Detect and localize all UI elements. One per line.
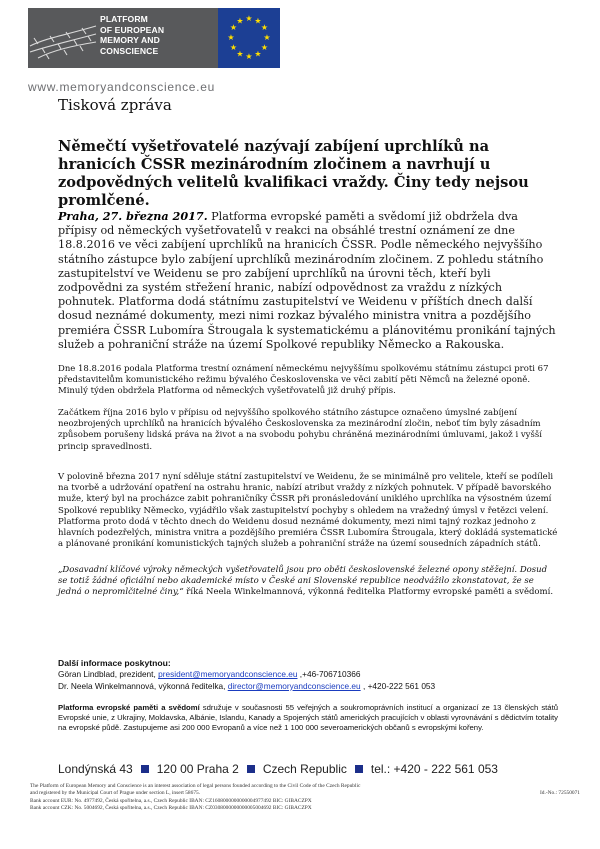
contacts-block xyxy=(58,658,558,692)
legal-line: The Platform of European Memory and Conscience is an interest association of legal persons founded according to the Civil Code of the Czech Republic xyxy=(30,783,361,789)
separator-square-icon xyxy=(355,765,363,773)
contact-line xyxy=(58,681,558,692)
logo-line: PLATFORM xyxy=(100,14,148,24)
legal-line xyxy=(30,790,580,797)
legal-id: Id.-No.: 72550071 xyxy=(540,790,580,797)
about-text: sdružuje v současnosti 55 veřejných a soukromoprávních institucí a organizací ze 13 členských států Evropské unie, z Ukrajiny, Moldavska, Albánie, Islandu, Kanady a Spojených států amerických pracujících v oblasti vyrovnávání s dědictvím totality na evropské půdě. Zastupujeme asi 200 000 Evropanů a více než 1 100 000 severoamerických občanů s evropskými kořeny. xyxy=(58,703,558,733)
body-paragraph: V polovině března 2017 nyní sděluje státní zastupitelství ve Weidenu, že se minimálně pro velitele, kteří se podíleli na tvorbě a udržování opatření na ostrahu hranic, nabízí atribut vraždy z nízkých pohnutek. V případě bavorského muže, který byl na procházce zabit pohraničníky ČSSR při pronásledování uniklého uprchlíka na výsostném území Spolkové republiky Německo, vyjádřilo však zastupitelství pochyby s ohledem na vražedný úmysl v řetězci velení. Platforma proto dodá v těchto dnech do Weidenu dosud neznámé dokumenty, mezi nimi tajný rozkaz jednoho z hlavních podezřelých, ministra vnitra a pozdějšího premiéra ČSSR Lubomíra Štrougala, který dokládá systematické a plánované pronikání komunistických tajných služeb a pohraniční stráže na území sousedních západních států. xyxy=(58,472,558,550)
logo-line: OF EUROPEAN xyxy=(100,24,165,35)
headline: Němečtí vyšetřovatelé nazývají zabíjení uprchlíků na hranicích ČSSR mezinárodním zločinem a navrhují u zodpovědných velitelů kvalifikaci vraždy. Činy tedy nejsou promlčené. xyxy=(58,138,529,209)
address-bar xyxy=(58,762,578,776)
svg-text:★: ★ xyxy=(263,33,271,42)
quote-attribution: říká Neela Winkelmannová, výkonná ředitelka Platformy evropské paměti a svědomí. xyxy=(183,587,554,598)
svg-text:★: ★ xyxy=(245,52,253,61)
quote-text: „Dosavadní klíčové výroky německých vyšetřovatelů jsou pro oběti československé železné opony stěžejní. Dosud se totiž žádné oficiální nebo akademické místo v České ani Slovenské republice neodvážilo zkonstatovat, že se jedná o nepromlčitelné činy,“ xyxy=(58,565,548,598)
contact-phone: , +420-222 561 053 xyxy=(360,680,436,691)
contact-name: Göran Lindblad, prezident, xyxy=(58,669,159,680)
about-name: Platforma evropské paměti a svědomí xyxy=(58,703,200,712)
lead-paragraph xyxy=(58,209,558,352)
body-paragraph: Začátkem října 2016 bylo v přípisu od nejvyššího spolkového státního zástupce označeno úmyslné zabíjení neozbrojených uprchlíků na hranicích bývalého Československa za mezinárodní zločin, neboť tím byly zásadním způsobem porušeny lidská práva na život a na svobodu pohybu chráněná mezinárodními úmluvami, jakož i vyšší princip spravedlnosti. xyxy=(58,408,542,452)
barbed-wire-icon xyxy=(28,8,98,68)
svg-text:★: ★ xyxy=(236,49,244,59)
logo-line: MEMORY AND xyxy=(100,35,160,45)
svg-text:★: ★ xyxy=(260,43,269,52)
contacts-label: Další informace poskytnou: xyxy=(58,658,171,668)
svg-text:★: ★ xyxy=(254,16,262,26)
svg-text:★: ★ xyxy=(260,23,269,32)
svg-text:★: ★ xyxy=(229,23,238,32)
svg-text:★: ★ xyxy=(245,14,253,23)
contact-line xyxy=(58,669,558,680)
contact-name: Dr. Neela Winkelmannová, výkonná ředitelka, xyxy=(58,680,228,691)
president-email-link[interactable]: president@memoryandconscience.eu xyxy=(158,669,298,680)
svg-text:★: ★ xyxy=(236,16,244,26)
director-email-link[interactable]: director@memoryandconscience.eu xyxy=(227,680,361,691)
website-url: www.memoryandconscience.eu xyxy=(28,80,215,94)
legal-line: Bank account EUR: No. 4977492, Česká spořitelna, a.s., Czech Republic IBAN: CZ1608000000000004977492 BIC: GIBACZPX xyxy=(30,797,312,804)
separator-square-icon xyxy=(247,765,255,773)
logo-wordmark xyxy=(100,14,212,56)
contact-phone: ,+46-706710366 xyxy=(297,669,361,680)
address-street: Londýnská 43 xyxy=(58,762,133,776)
quote-paragraph xyxy=(58,565,558,599)
eu-flag-icon xyxy=(218,8,280,68)
body-paragraph: Dne 18.8.2016 podala Platforma trestní oznámení německému nejvyššímu spolkovému státnímu zástupci proti 67 představitelům komunistického režimu bývalého Československa ve věci zabití pěti Němců na železné oponě. Minulý týden obdržela Platforma od německých vyšetřovatelů již druhý přípis. xyxy=(58,364,549,397)
separator-square-icon xyxy=(141,765,149,773)
svg-text:★: ★ xyxy=(229,43,238,52)
address-phone: tel.: +420 - 222 561 053 xyxy=(370,762,498,776)
logo-line: CONSCIENCE xyxy=(100,45,159,56)
document-type: Tisková zpráva xyxy=(58,96,172,114)
address-country: Czech Republic xyxy=(262,762,347,776)
dateline: Praha, 27. března 2017. xyxy=(58,209,208,223)
about-platform xyxy=(58,703,558,734)
svg-text:★: ★ xyxy=(227,33,235,42)
legal-line: Bank account CZK: No. 5004692, Česká spořitelna, a.s., Czech Republic IBAN: CZ0308000000000005004692 BIC: GIBACZPX xyxy=(30,805,312,812)
legal-registration: and registered by the Municipal Court of Prague under section L, insert 58675. xyxy=(30,790,201,797)
legal-footer xyxy=(30,783,580,813)
svg-text:★: ★ xyxy=(254,49,262,59)
lead-text: Platforma evropské paměti a svědomí již obdržela dva přípisy od německých vyšetřovatelů v reakci na obsáhlé trestní oznámení ze dne 18.8.2016 ve věci zabíjení uprchlíků na hranicích ČSSR. Podle německého nejvyššího státního zástupce bylo zabíjení uprchlíků mezinárodním zločinem. Z pohledu státního zastupitelství ve Weidenu se pro zabíjení uprchlíků na úrovni těch, kteří byli zodpovědni za systém střežení hranic, nabízí odpovědnost za vraždu z nízkých pohnutek. Platforma dodá státnímu zastupitelství ve Weidenu v příštích dnech další dosud neznámé dokumenty, mezi nimi rozkaz bývalého ministra vnitra a pozdějšího premiéra ČSSR Lubomíra Štrougala k systematickému a plánovitému pronikání tajných služeb a pohraniční stráže na území Spolkové republiky Německo a Rakouska. xyxy=(58,210,556,351)
address-city: 120 00 Praha 2 xyxy=(156,762,239,776)
